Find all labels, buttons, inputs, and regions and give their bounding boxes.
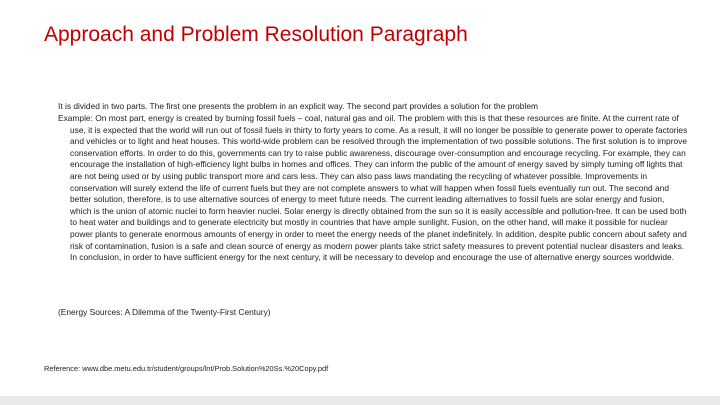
slide-footer-band — [0, 396, 720, 405]
slide-title: Approach and Problem Resolution Paragraph — [44, 23, 468, 46]
example-lead: Example: — [58, 113, 93, 123]
example-paragraph — [58, 113, 688, 264]
intro-paragraph: It is divided in two parts. The first one presents the problem in an explicit way. The second part provides a solution for the problem — [58, 101, 538, 111]
example-body: On most part, energy is created by burning fossil fuels – coal, natural gas and oil. The problem with this is that these resources are finite. At the current rate of use, it is expected that the world will run out of fossil fuels in thirty to forty years to come. As a result, it will no longer be possible to generate power to operate factories and vehicles or to light and heat houses. This world-wide problem can be resolved through the implementation of two possible solutions. The first solution is to improve conservation efforts. In order to do this, governments can try to raise public awareness, discourage over-consumption and encourage recycling. For example, they can encourage the installation of high-efficiency light bulbs in homes and offices. They can inform the public of the amount of energy saved by simply turning off lights that are not being used or by using public transport more and cars less. They can also pass laws mandating the recycling of whatever possible. Improvements in conservation will surely extend the life of current fuels but they are not complete answers to what will happen when fossil fuels eventually run out. The second and better solution, therefore, is to use alternative sources of energy to meet future needs. The current leading alternatives to fossil fuels are solar energy and fusion, which is the union of atomic nuclei to form heavier nuclei. Solar energy is directly obtained from the sun so it is easily accessible and pollution-free. It can be used both to heat water and buildings and to generate electricity but mostly in countries that have ample sunlight. Fusion, on the other hand, will make it possible for nuclear power plants to generate enormous amounts of energy in order to meet the energy needs of the planet indefinitely. In addition, despite public concern about safety and risk of contamination, fusion is a safe and clean source of energy as modern power plants take strict safety measures to prevent potential nuclear disasters and leaks. In conclusion, in order to have sufficient energy for the next century, it will be necessary to develop and encourage the use of alternative energy sources worldwide. — [70, 113, 688, 263]
source-citation: (Energy Sources: A Dilemma of the Twenty-First Century) — [58, 307, 271, 317]
reference-line: Reference: www.dbe.metu.edu.tr/student/groups/lnt/Prob.Solution%20Ss.%20Copy.pdf — [44, 364, 329, 373]
